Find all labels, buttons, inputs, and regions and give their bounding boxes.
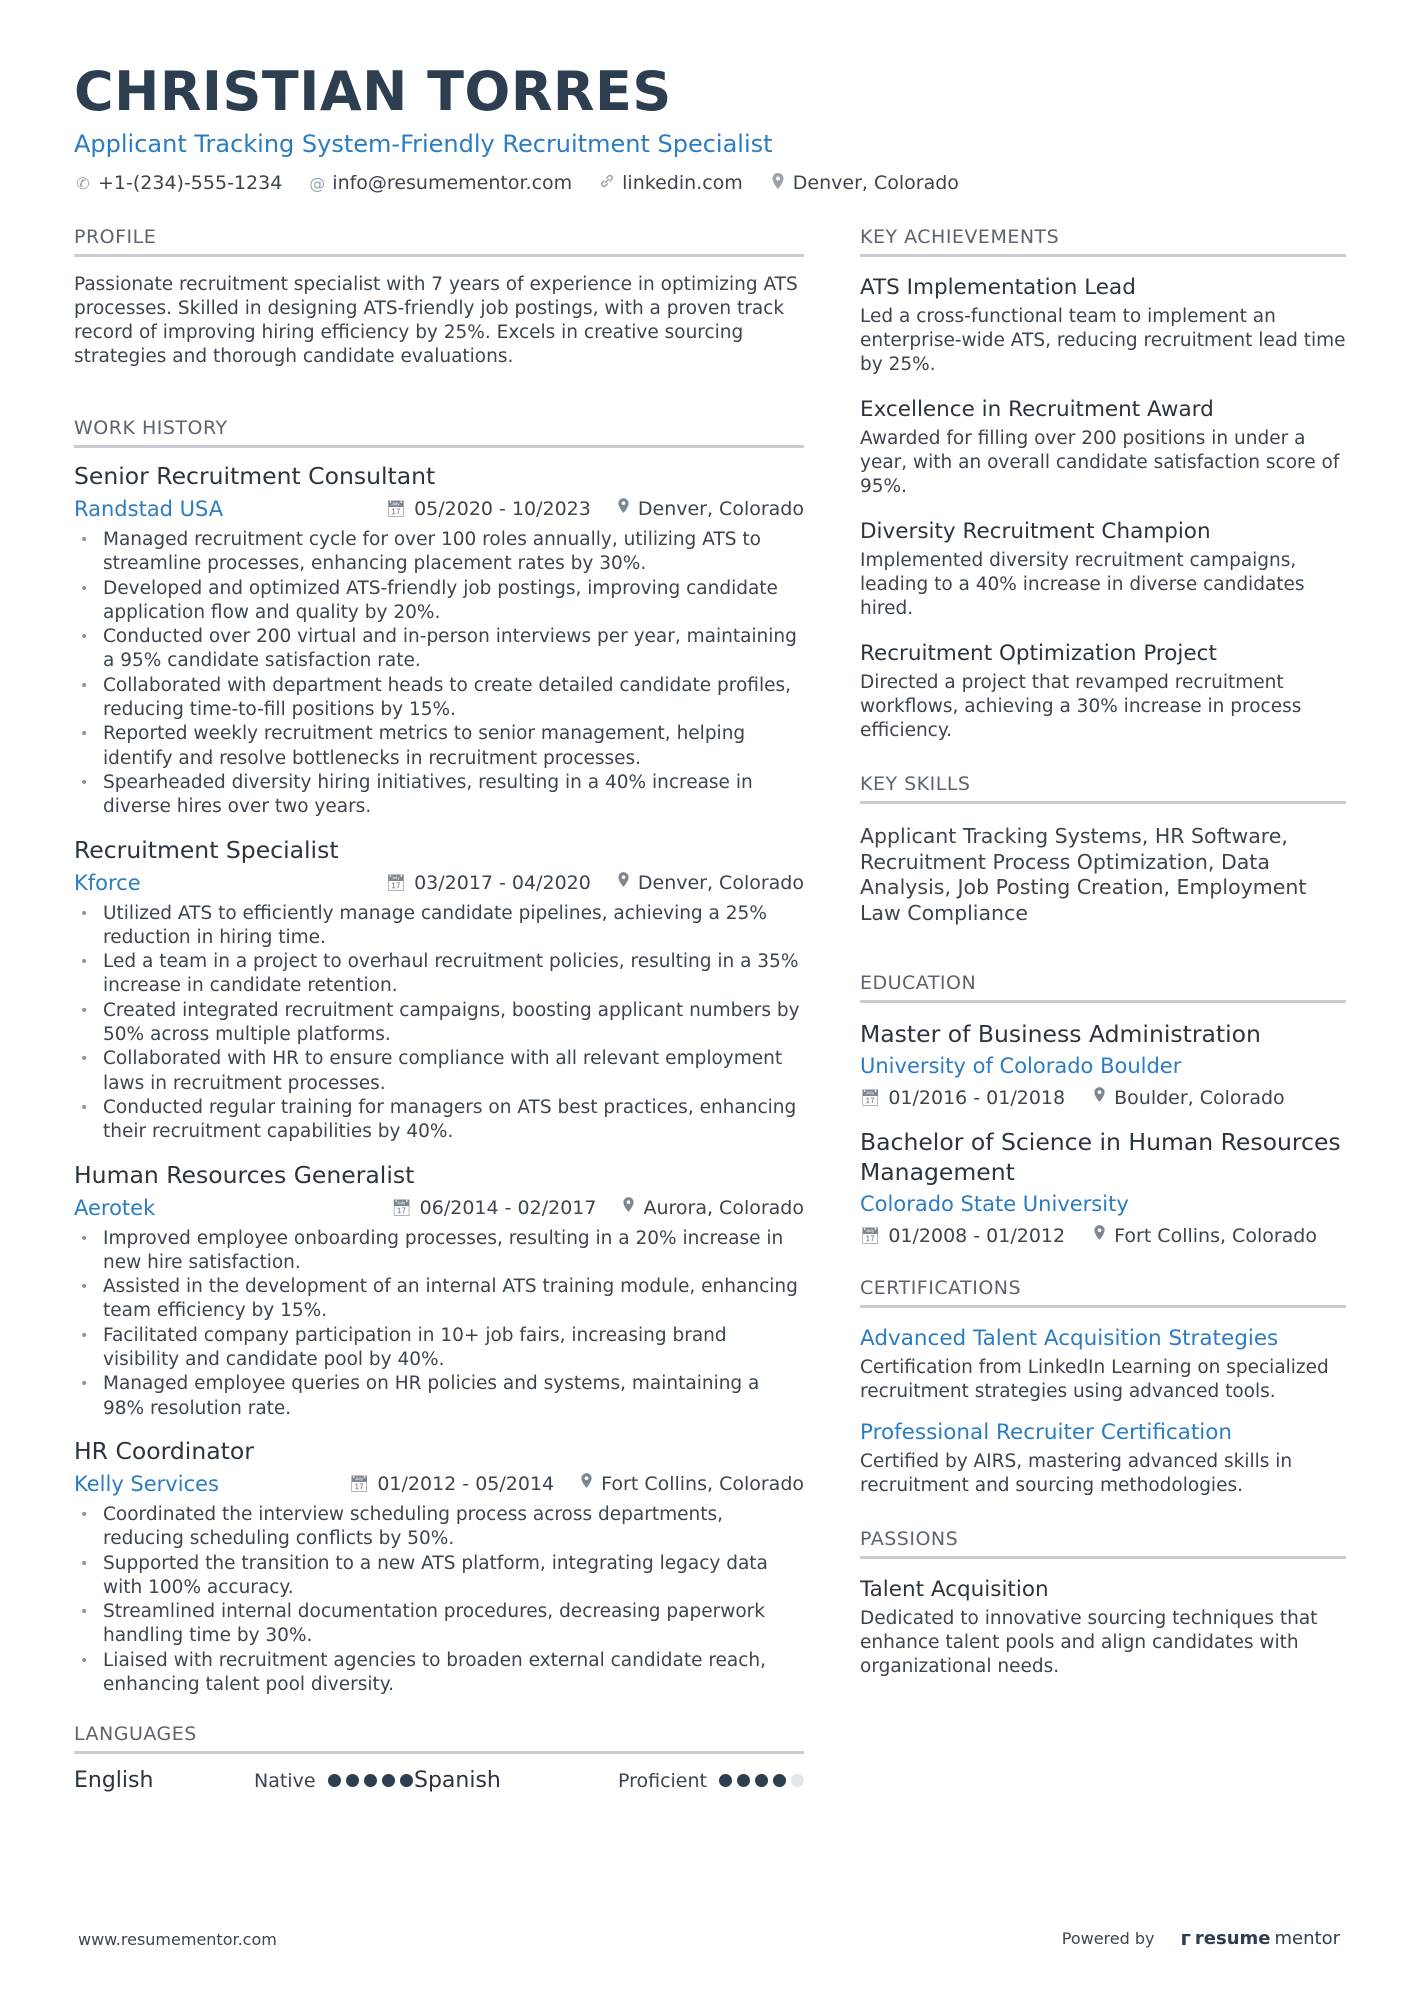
- job-title: Human Resources Generalist: [74, 1160, 415, 1189]
- job-bullet: • Managed employee queries on HR policies and systems, maintaining a 98% resolution rate.: [74, 1372, 804, 1421]
- achievement-item: [860, 395, 1346, 499]
- achievement-text: Awarded for filling over 200 positions in under a year, with an overall candidate satisfaction score of 95%.: [860, 428, 1340, 497]
- certification-item: [860, 1418, 1346, 1498]
- certification-item: [860, 1324, 1346, 1404]
- achievement-title: Diversity Recruitment Champion: [860, 519, 1211, 544]
- job-title: HR Coordinator: [74, 1436, 254, 1465]
- job-bullet: • Managed recruitment cycle for over 100 roles annually, utilizing ATS to streamline processes, enhancing placement rates by 30%.: [74, 528, 804, 577]
- rating-dot: [382, 1774, 395, 1787]
- job-meta: [74, 868, 804, 898]
- job-entry: [74, 1435, 804, 1697]
- contact-email[interactable]: [308, 172, 572, 194]
- education-item: [860, 1127, 1346, 1251]
- job-title: Recruitment Specialist: [74, 835, 339, 864]
- language-level: Proficient: [617, 1769, 707, 1792]
- language-item: [74, 1768, 414, 1793]
- achievements-heading: KEY ACHIEVEMENTS: [860, 226, 1346, 257]
- education-degree: Master of Business Administration: [860, 1020, 1261, 1048]
- achievement-item: [860, 273, 1346, 377]
- work-history-heading: WORK HISTORY: [74, 417, 804, 448]
- job-company: Randstad USA: [74, 497, 224, 521]
- calendar-icon: 📅︎: [860, 1088, 881, 1107]
- job-bullet: • Collaborated with HR to ensure compliance with all relevant employment laws in recruitment processes.: [74, 1047, 804, 1096]
- brand-name-bold: resume: [1194, 1927, 1271, 1949]
- certification-title: Advanced Talent Acquisition Strategies: [860, 1326, 1279, 1351]
- education-section: [860, 972, 1346, 1251]
- job-entry: [74, 834, 804, 1145]
- job-company: Kelly Services: [74, 1471, 219, 1496]
- email-text[interactable]: info@resumementor.com: [332, 172, 573, 194]
- language-item: [414, 1768, 804, 1793]
- education-school: University of Colorado Boulder: [860, 1054, 1182, 1078]
- profile-heading: PROFILE: [74, 226, 804, 257]
- job-company: Kforce: [74, 870, 141, 895]
- rating-dot: [346, 1774, 359, 1787]
- linkedin-text[interactable]: linkedin.com: [622, 172, 743, 194]
- job-entry: [74, 1159, 804, 1421]
- education-school: Colorado State University: [860, 1192, 1129, 1216]
- education-location: Boulder, Colorado: [1114, 1087, 1285, 1109]
- job-location: Denver, Colorado: [637, 498, 804, 520]
- job-bullet: • Liaised with recruitment agencies to broaden external candidate reach, enhancing talent pool diversity.: [74, 1649, 804, 1698]
- education-item: [860, 1019, 1346, 1113]
- footer-website[interactable]: www.resumementor.com: [78, 1930, 277, 1949]
- calendar-icon: 📅︎: [385, 872, 407, 892]
- calendar-icon: 📅︎: [349, 1473, 370, 1493]
- achievement-title: ATS Implementation Lead: [860, 275, 1136, 300]
- job-bullet: • Developed and optimized ATS-friendly job postings, improving candidate application flow and quality by 20%.: [74, 577, 804, 626]
- education-heading: EDUCATION: [860, 972, 1346, 1003]
- passion-title: Talent Acquisition: [860, 1577, 1049, 1602]
- job-meta: [74, 1469, 804, 1499]
- rating-dot: [737, 1774, 750, 1787]
- job-location: Fort Collins, Colorado: [601, 1472, 804, 1495]
- powered-by-label: Powered by: [1061, 1928, 1155, 1948]
- calendar-icon: 📅︎: [391, 1197, 412, 1217]
- candidate-title: Applicant Tracking System-Friendly Recruitment Specialist: [74, 130, 773, 158]
- job-bullet: • Spearheaded diversity hiring initiatives, resulting in a 40% increase in diverse hires over two years.: [74, 771, 804, 820]
- job-location: Aurora, Colorado: [643, 1196, 804, 1219]
- contact-linkedin[interactable]: [598, 172, 743, 194]
- job-bullet: • Created integrated recruitment campaigns, boosting applicant numbers by 50% across multiple platforms.: [74, 999, 804, 1048]
- phone-text: +1-(234)-555-1234: [98, 172, 283, 194]
- profile-text: Passionate recruitment specialist with 7 years of experience in optimizing ATS processes. Skilled in designing ATS-friendly job postings, with a proven track record of improving hiring efficiency by 25%. Excels in creative sourcing strategies and thorough candidate evaluations.: [74, 274, 798, 367]
- job-bullet: • Led a team in a project to overhaul recruitment policies, resulting in a 35% increase in candidate retention.: [74, 950, 804, 999]
- contact-row: [74, 172, 1344, 194]
- skills-heading: KEY SKILLS: [860, 773, 1346, 804]
- location-pin-icon: [622, 1193, 635, 1223]
- link-icon: [598, 173, 616, 193]
- job-dates: 03/2017 - 04/2020: [414, 871, 591, 894]
- location-pin-icon: [769, 172, 787, 194]
- rating-dot: [400, 1774, 413, 1787]
- job-bullet: • Assisted in the development of an internal ATS training module, enhancing team efficiency by 15%.: [74, 1275, 804, 1324]
- location-pin-icon: [1093, 1083, 1106, 1113]
- location-pin-icon: [617, 494, 630, 524]
- certifications-heading: CERTIFICATIONS: [860, 1277, 1346, 1308]
- education-degree: Bachelor of Science in Human Resources Management: [860, 1128, 1341, 1186]
- job-location: Denver, Colorado: [637, 871, 804, 894]
- job-bullets: [74, 528, 804, 820]
- job-company: Aerotek: [74, 1195, 156, 1220]
- calendar-icon: 📅︎: [385, 499, 407, 518]
- certification-title: Professional Recruiter Certification: [860, 1420, 1233, 1445]
- brand-name-light: mentor: [1274, 1927, 1340, 1949]
- rating-dot: [755, 1774, 768, 1787]
- job-dates: 01/2012 - 05/2014: [377, 1472, 555, 1495]
- rating-dot-empty: [791, 1774, 804, 1787]
- achievement-item: [860, 517, 1346, 621]
- passions-section: [860, 1528, 1346, 1679]
- contact-location: [769, 172, 959, 194]
- job-bullet: • Utilized ATS to efficiently manage candidate pipelines, achieving a 25% reduction in hiring time.: [74, 902, 804, 951]
- passions-heading: PASSIONS: [860, 1528, 1346, 1559]
- phone-icon: ✆: [76, 173, 90, 193]
- job-bullet: • Conducted regular training for managers on ATS best practices, enhancing their recruitment capabilities by 40%.: [74, 1096, 804, 1145]
- languages-section: [74, 1723, 804, 1793]
- language-name: English: [74, 1768, 154, 1794]
- job-bullets: [74, 902, 804, 1145]
- achievement-text: Directed a project that revamped recruitment workflows, achieving a 30% increase in process efficiency.: [860, 672, 1302, 741]
- languages-heading: LANGUAGES: [74, 1723, 804, 1754]
- brand-mark-icon: г: [1180, 1926, 1191, 1950]
- location-pin-icon: [1093, 1221, 1106, 1251]
- job-bullet: • Coordinated the interview scheduling process across departments, reducing scheduling conflicts by 50%.: [74, 1503, 804, 1552]
- location-pin-icon: [617, 868, 630, 898]
- job-dates: 06/2014 - 02/2017: [419, 1196, 597, 1219]
- job-bullets: [74, 1503, 804, 1697]
- footer-branding: [1062, 1926, 1340, 1950]
- skills-section: [860, 773, 1346, 926]
- location-text: Denver, Colorado: [792, 172, 959, 194]
- language-level: Native: [254, 1769, 316, 1792]
- candidate-name: CHRISTIAN TORRES: [74, 60, 672, 123]
- education-dates: 01/2016 - 01/2018: [888, 1087, 1066, 1109]
- location-pin-icon: [580, 1469, 593, 1499]
- achievement-text: Implemented diversity recruitment campaigns, leading to a 40% increase in diverse candidates hired.: [860, 550, 1305, 619]
- job-meta: [74, 494, 804, 524]
- certifications-section: [860, 1277, 1346, 1498]
- language-rating: [719, 1774, 804, 1787]
- job-bullet: • Conducted over 200 virtual and in-person interviews per year, maintaining a 95% candidate satisfaction rate.: [74, 625, 804, 674]
- achievement-item: [860, 639, 1346, 743]
- passion-text: Dedicated to innovative sourcing techniques that enhance talent pools and align candidates with organizational needs.: [860, 1608, 1318, 1677]
- calendar-icon: 📅︎: [860, 1226, 881, 1245]
- rating-dot: [364, 1774, 377, 1787]
- work-history-section: [74, 417, 804, 1697]
- education-dates: 01/2008 - 01/2012: [888, 1225, 1066, 1247]
- job-bullet: • Improved employee onboarding processes, resulting in a 20% increase in new hire satisfaction.: [74, 1227, 804, 1276]
- job-title: Senior Recruitment Consultant: [74, 462, 436, 490]
- left-column: [74, 226, 804, 1793]
- achievement-title: Recruitment Optimization Project: [860, 641, 1217, 666]
- profile-section: [74, 226, 804, 369]
- education-location: Fort Collins, Colorado: [1114, 1225, 1317, 1247]
- job-entry: [74, 460, 804, 820]
- rating-dot: [719, 1774, 732, 1787]
- passion-item: [860, 1575, 1346, 1679]
- rating-dot: [773, 1774, 786, 1787]
- job-meta: [74, 1193, 804, 1223]
- rating-dot: [328, 1774, 341, 1787]
- job-bullets: [74, 1227, 804, 1421]
- achievement-title: Excellence in Recruitment Award: [860, 397, 1214, 422]
- at-icon: @: [309, 173, 326, 193]
- job-bullet: • Supported the transition to a new ATS platform, integrating legacy data with 100% accuracy.: [74, 1552, 804, 1601]
- certification-text: Certified by AIRS, mastering advanced skills in recruitment and sourcing methodologies.: [860, 1451, 1293, 1496]
- job-bullet: • Streamlined internal documentation procedures, decreasing paperwork handling time by 30%.: [74, 1600, 804, 1649]
- skills-text: Applicant Tracking Systems, HR Software, Recruitment Process Optimization, Data Analysis, Job Posting Creation, Employment Law Compliance: [860, 824, 1307, 925]
- language-name: Spanish: [414, 1768, 501, 1794]
- resume-header: [74, 58, 1344, 194]
- language-rating: [328, 1774, 413, 1787]
- job-bullet: • Facilitated company participation in 10+ job fairs, increasing brand visibility and candidate pool by 40%.: [74, 1324, 804, 1373]
- right-column: [860, 226, 1346, 1697]
- languages-row: [74, 1768, 804, 1793]
- brand-logo[interactable]: [1180, 1926, 1340, 1950]
- achievements-section: [860, 226, 1346, 743]
- achievement-text: Led a cross-functional team to implement an enterprise-wide ATS, reducing recruitment lead time by 25%.: [860, 306, 1346, 375]
- certification-text: Certification from LinkedIn Learning on specialized recruitment strategies using advanced tools.: [860, 1357, 1329, 1402]
- job-dates: 05/2020 - 10/2023: [414, 498, 591, 520]
- job-bullet: • Reported weekly recruitment metrics to senior management, helping identify and resolve bottlenecks in recruitment processes.: [74, 722, 804, 771]
- contact-phone: [74, 172, 282, 194]
- job-bullet: • Collaborated with department heads to create detailed candidate profiles, reducing time-to-fill positions by 15%.: [74, 674, 804, 723]
